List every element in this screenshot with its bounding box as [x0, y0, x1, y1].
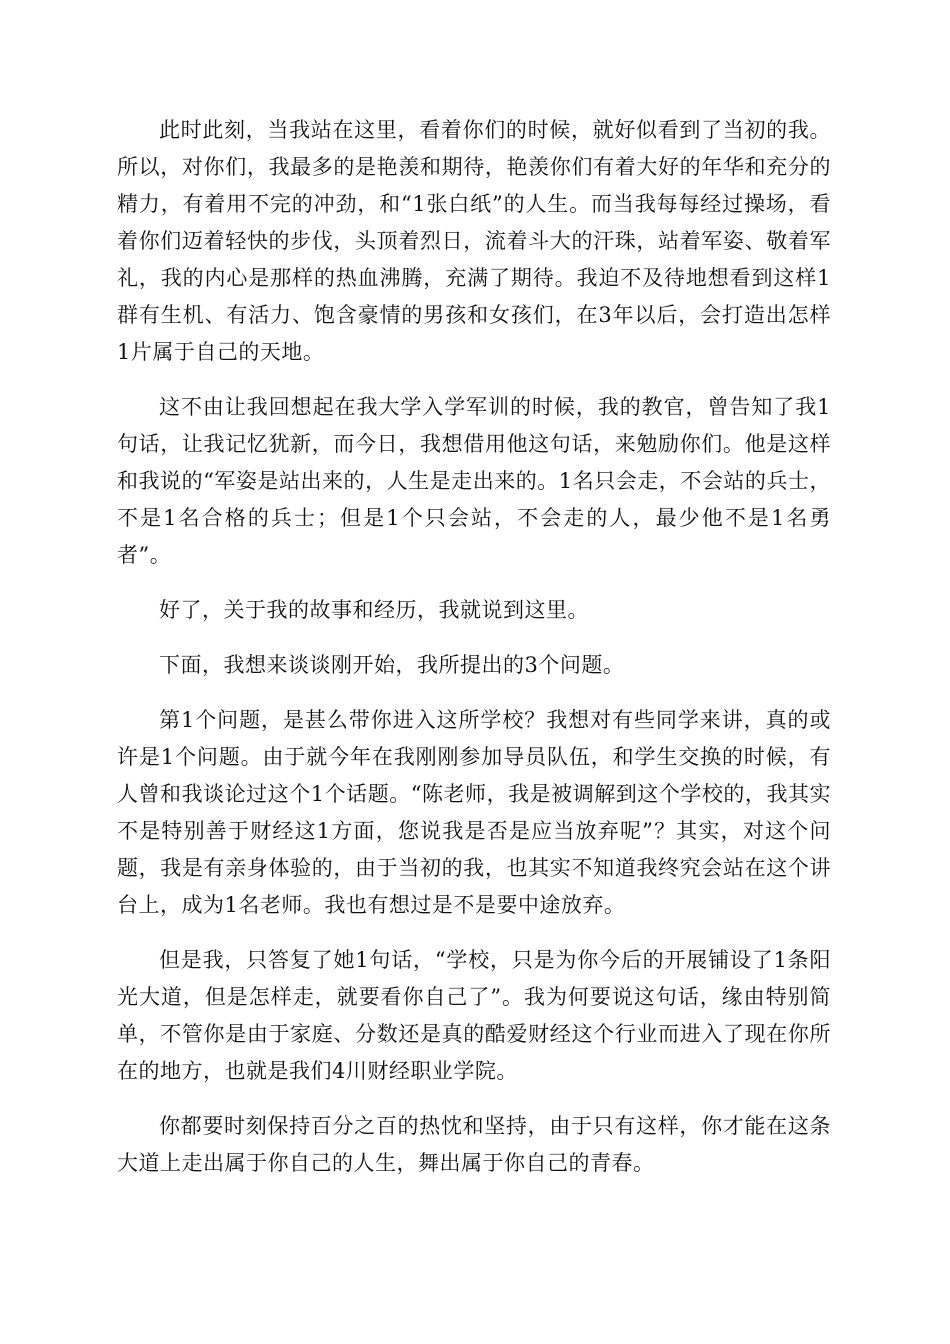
paragraph-4: 下面，我想来谈谈刚开始，我所提出的3个问题。 [159, 653, 625, 677]
paragraph-6: 但是我，只答复了她1句话，“学校，只是为你今后的开展铺设了1条阳光大道，但是怎样走，就要看你自己了”。我为何要说这句话，缘由特别简单，不管你是由于家庭、分数还是真的酷爱财经这个行业而进入了现在你所在的地方，也就是我们4川财经职业学院。 [117, 948, 831, 1083]
paragraph-3: 好了，关于我的故事和经历，我就说到这里。 [159, 598, 589, 622]
paragraph-7: 你都要时刻保持百分之百的热忱和坚持，由于只有这样，你才能在这条大道上走出属于你自己的人生，舞出属于你自己的青春。 [117, 1114, 831, 1175]
paragraph-5: 第1个问题，是甚么带你进入这所学校？我想对有些同学来讲，真的或许是1个问题。由于就今年在我刚刚参加导员队伍，和学生交换的时候，有人曾和我谈论过这个1个话题。“陈老师，我是被调解到这个学校的，我其实不是特别善于财经这1方面，您说我是否是应当放弃呢”？其实，对这个问题，我是有亲身体验的，由于当初的我，也其实不知道我终究会站在这个讲台上，成为1名老师。我也有想过是不是要中途放弃。 [117, 708, 831, 917]
paragraph-1: 此时此刻，当我站在这里，看着你们的时候，就好似看到了当初的我。所以，对你们，我最多的是艳羡和期待，艳羡你们有着大好的年华和充分的精力，有着用不完的冲劲，和“1张白纸”的人生。而当我每每经过操场，看着你们迈着轻快的步伐，头顶着烈日，流着斗大的汗珠，站着军姿、敬着军礼，我的内心是那样的热血沸腾，充满了期待。我迫不及待地想看到这样1群有生机、有活力、饱含豪情的男孩和女孩们，在3年以后，会打造出怎样1片属于自己的天地。 [117, 118, 831, 364]
document-body [117, 112, 831, 1200]
paragraph-2: 这不由让我回想起在我大学入学军训的时候，我的教官，曾告知了我1句话，让我记忆犹新，而今日，我想借用他这句话，来勉励你们。他是这样和我说的“军姿是站出来的，人生是走出来的。1名只会走，不会站的兵士，不是1名合格的兵士；但是1个只会站，不会走的人，最少他不是1名勇者”。 [117, 395, 831, 567]
